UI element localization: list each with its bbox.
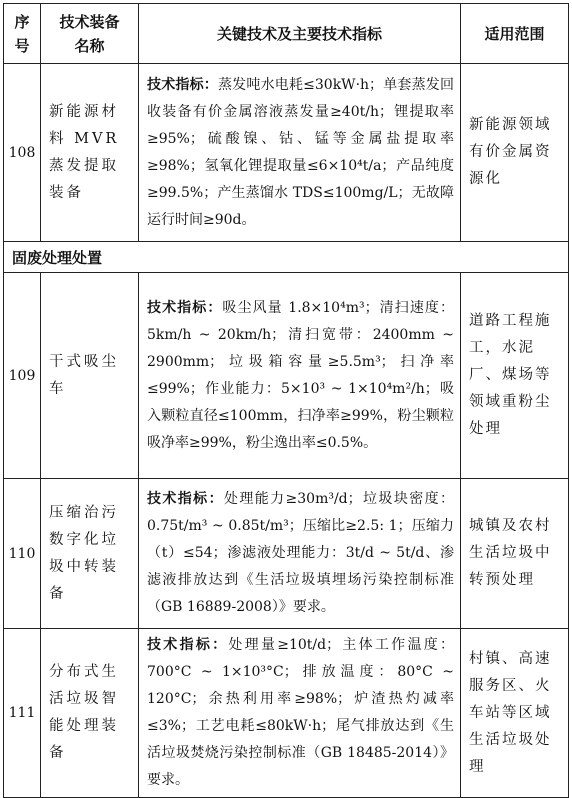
table-header-row [4,4,569,64]
row-number: 110 [4,479,41,629]
technical-spec [139,479,461,629]
row-number: 109 [4,273,41,479]
equipment-name: 新能源材料 MVR 蒸发提取装备 [41,64,139,242]
application-scope: 道路工程施工，水泥厂、煤场等领域重粉尘处理 [461,273,569,479]
equipment-name: 分布式生活垃圾智能处理装备 [41,629,139,798]
equipment-name: 压缩治污数字化垃圾中转装备 [41,479,139,629]
application-scope: 城镇及农村生活垃圾中转预处理 [461,479,569,629]
table-row [4,629,569,798]
spec-label: 技术指标： [147,299,223,316]
table-row [4,64,569,242]
section-row [4,242,569,273]
spec-text: 处理能力≥30m³/d；垃圾块密度：0.75t/m³ ~ 0.85t/m³；压缩比≥2.5: 1；压缩力（t）≤54；渗滤液处理能力：3t/d ~ 5t/d、渗滤液排放达到《生活垃圾填埋场污染控制标准（GB 16889-2008）》要求。 [147,491,454,615]
row-number: 108 [4,64,41,242]
header-application-scope: 适用范围 [461,4,569,64]
application-scope: 村镇、高速服务区、火车站等区域生活垃圾处理 [461,629,569,798]
spec-label: 技术指标： [147,491,224,507]
spec-text: 蒸发吨水电耗≤30kW·h；单套蒸发回收装备有价金属溶液蒸发量≥40t/h；锂提取率≥95%；硫酸镍、钴、锰等金属盐提取率≥98%；氢氧化锂提取量≤6×10⁴t/a；产品纯度≥99.5%；产生蒸馏水 TDS≤100mg/L；无故障运行时间≥90d。 [147,76,455,228]
spec-label: 技术指标： [147,637,229,653]
spec-label: 技术指标： [147,76,218,93]
spec-text: 处理量≥10t/d；主体工作温度：700°C ~ 1×10³°C；排放温度：80°C ~ 120°C；余热利用率≥98%；炉渣热灼减率≤3%；工艺电耗≤80kW·h；尾气排放达到《生活垃圾焚烧污染控制标准（GB 18485-2014）》要求。 [147,637,455,788]
technical-spec [139,273,461,479]
equipment-table [3,3,569,798]
row-number: 111 [4,629,41,798]
table-row [4,273,569,479]
table-row [4,479,569,629]
technical-spec [139,64,461,242]
spec-text: 吸尘风量 1.8×10⁴m³；清扫速度：5km/h ~ 20km/h；清扫宽带：2400mm ~ 2900mm；垃圾箱容量≥5.5m³；扫净率≤99%；作业能力：5×10³ ~ 1×10⁴m²/h；吸入颗粒直径≤100mm，扫净率≥99%，粉尘颗粒吸净率≥99%，粉尘逸出率≤0.5%。 [147,299,455,451]
header-serial-number: 序 号 [4,4,41,64]
header-key-technology: 关键技术及主要技术指标 [139,4,461,64]
technical-spec [139,629,461,798]
header-equipment-name: 技术装备 名称 [41,4,139,64]
section-title: 固废处理处置 [4,242,569,273]
application-scope: 新能源领域有价金属资源化 [461,64,569,242]
equipment-name: 干式吸尘车 [41,273,139,479]
